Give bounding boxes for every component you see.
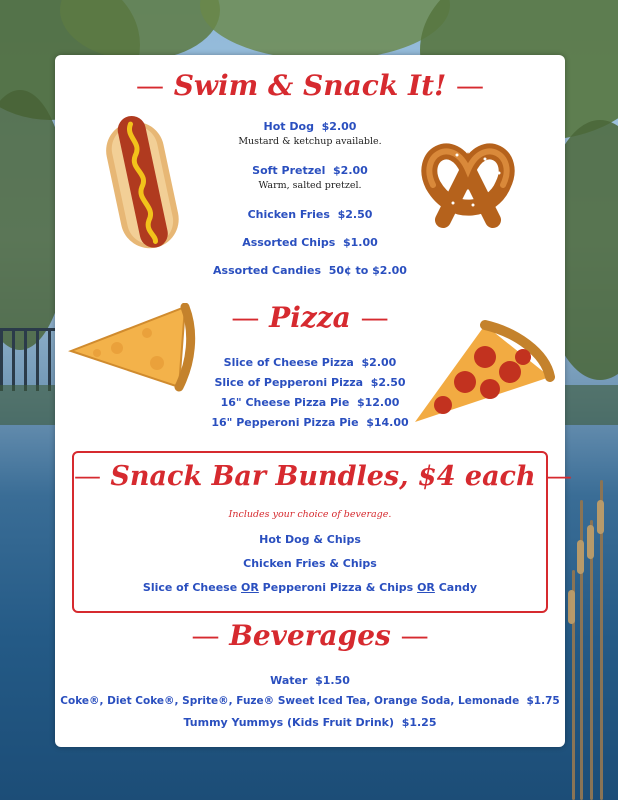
reed (590, 520, 593, 800)
bundle-item-combo: Slice of Cheese OR Pepperoni Pizza & Chips OR Candy (142, 581, 478, 594)
heading-dash: — (231, 301, 260, 334)
menu-item-pepperoni-slice: Slice of Pepperoni Pizza $2.50 (214, 376, 406, 389)
beverage-item-water: Water $1.50 (270, 674, 350, 687)
bundles-box (72, 451, 573, 613)
cheese-pizza-image (67, 303, 197, 393)
section-heading-bundles (74, 461, 573, 492)
bundle-item: Chicken Fries & Chips (243, 557, 377, 570)
heading-title: Snack Bar Bundles, $4 each (110, 461, 536, 492)
hot-dog-image (95, 113, 190, 253)
heading-dash: — (400, 619, 429, 652)
menu-item-desc: Mustard & ketchup available. (238, 136, 382, 147)
bundle-item: Hot Dog & Chips (259, 533, 361, 546)
reed-head (597, 500, 604, 534)
heading-title: Beverages (229, 619, 391, 652)
pepperoni-pizza-image (405, 317, 555, 427)
menu-item-cheese-pie: 16" Cheese Pizza Pie $12.00 (220, 396, 400, 409)
menu-item-cheese-slice: Slice of Cheese Pizza $2.00 (223, 356, 397, 369)
heading-dash: — (456, 69, 485, 102)
heading-dash: — (360, 301, 389, 334)
menu-item-hot-dog: Hot Dog $2.00 (263, 120, 357, 133)
heading-dash: — (74, 461, 101, 492)
heading-dash: — (191, 619, 220, 652)
menu-item-chicken-fries: Chicken Fries $2.50 (247, 208, 373, 221)
reed-head (568, 590, 575, 624)
heading-title: Swim & Snack It! (173, 69, 447, 102)
bundles-note: Includes your choice of beverage. (228, 509, 392, 520)
reed-head (577, 540, 584, 574)
pretzel-image (413, 125, 523, 235)
section-heading-beverages (55, 619, 565, 652)
reed-head (587, 525, 594, 559)
beverage-item-kids-drink: Tummy Yummys (Kids Fruit Drink) $1.25 (183, 716, 437, 729)
heading-dash: — (545, 461, 573, 492)
section-heading-swim (55, 69, 565, 102)
heading-dash: — (135, 69, 164, 102)
beverage-item-sodas: Coke®, Diet Coke®, Sprite®, Fuze® Sweet Iced Tea, Orange Soda, Lemonade $1.75 (60, 695, 560, 707)
menu-item-candies: Assorted Candies 50¢ to $2.00 (213, 264, 407, 277)
menu-item-desc: Warm, salted pretzel. (258, 180, 362, 191)
railing (0, 328, 55, 391)
menu-item-chips: Assorted Chips $1.00 (242, 236, 378, 249)
heading-title: Pizza (269, 301, 351, 334)
tree-foliage (200, 0, 450, 60)
menu-card (55, 55, 573, 747)
menu-item-pepperoni-pie: 16" Pepperoni Pizza Pie $14.00 (211, 416, 409, 429)
menu-item-pretzel: Soft Pretzel $2.00 (252, 164, 368, 177)
